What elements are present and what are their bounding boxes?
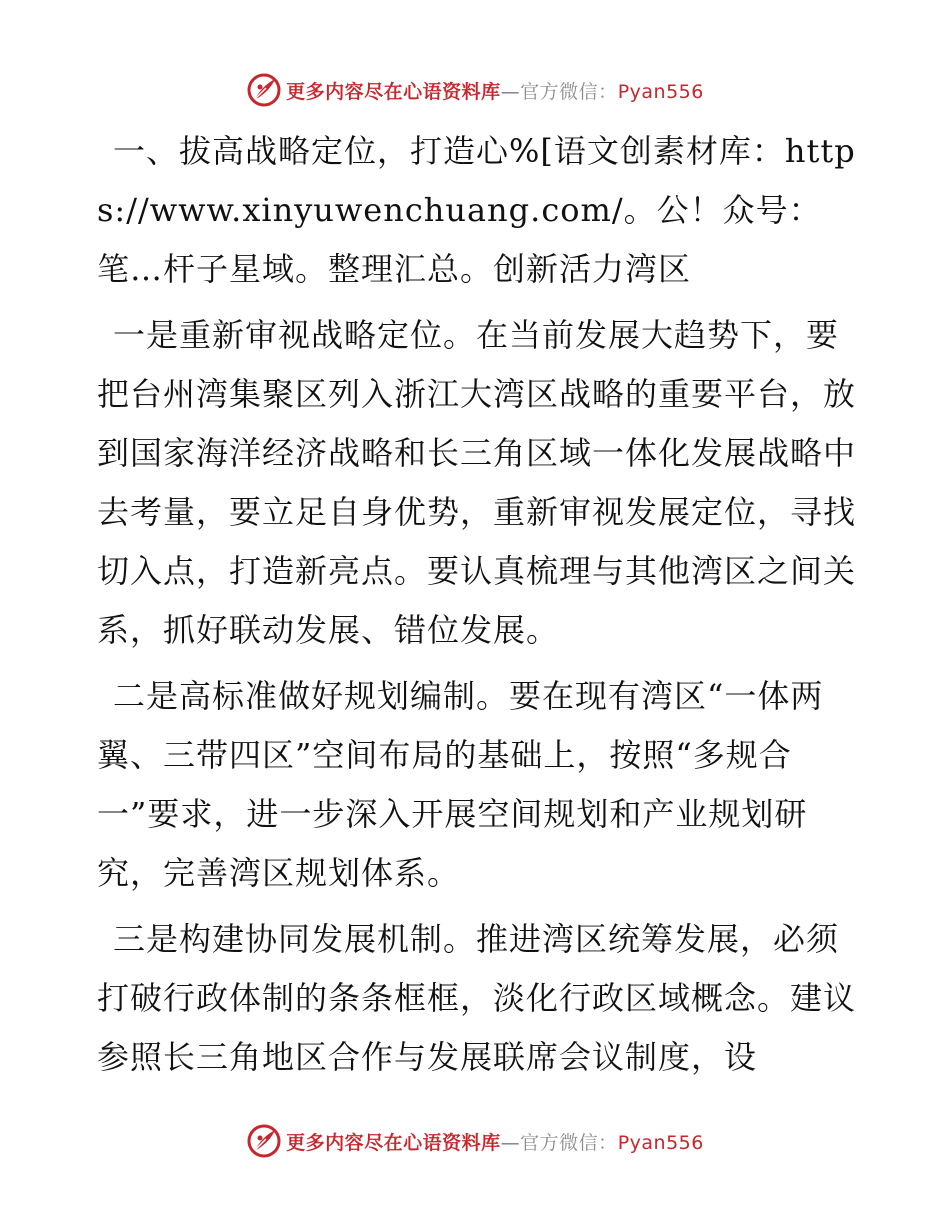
watermark-dash: — xyxy=(500,1131,521,1154)
paragraph-3 xyxy=(97,667,857,903)
paragraph-2-text: 一是重新审视战略定位。在当前发展大趋势下，要把台州湾集聚区列入浙江大湾区战略的重要平台，放到国家海洋经济战略和长三角区域一体化发展战略中去考量，要立足自身优势，重新审视发展定位，寻找切入点，打造新亮点。要认真梳理与其他湾区之间关系，抓好联动发展、错位发展。 xyxy=(97,316,857,649)
paragraph-1 xyxy=(97,122,857,299)
watermark-account: Pyan556 xyxy=(617,80,704,103)
watermark-header xyxy=(0,70,950,110)
watermark-brand: 更多内容尽在心语资料库 xyxy=(286,1131,501,1154)
watermark-brand: 更多内容尽在心语资料库 xyxy=(286,80,501,103)
document-body xyxy=(97,122,857,1087)
paragraph-2 xyxy=(97,306,857,660)
feather-pen-circle-icon xyxy=(246,1123,282,1159)
watermark-text xyxy=(286,77,704,104)
paragraph-4 xyxy=(97,910,857,1087)
watermark-sub: 官方微信： xyxy=(520,1131,618,1154)
watermark-footer xyxy=(0,1121,950,1161)
watermark-sub: 官方微信： xyxy=(520,80,618,103)
paragraph-1-text: 一、拔高战略定位，打造心%[语文创素材库：https://www.xinyuwenchuang.com/。公！众号：笔…杆子星域。整理汇总。创新活力湾区 xyxy=(97,132,856,288)
paragraph-3-text: 二是高标准做好规划编制。要在现有湾区“一体两翼、三带四区”空间布局的基础上，按照“多规合一”要求，进一步深入开展空间规划和产业规划研究，完善湾区规划体系。 xyxy=(97,677,824,892)
watermark-account: Pyan556 xyxy=(617,1131,704,1154)
paragraph-4-text: 三是构建协同发展机制。推进湾区统筹发展，必须打破行政体制的条条框框，淡化行政区域概念。建议参照长三角地区合作与发展联席会议制度，设 xyxy=(97,920,857,1076)
watermark-text xyxy=(286,1128,704,1155)
feather-pen-circle-icon xyxy=(246,72,282,108)
watermark-dash: — xyxy=(500,80,521,103)
